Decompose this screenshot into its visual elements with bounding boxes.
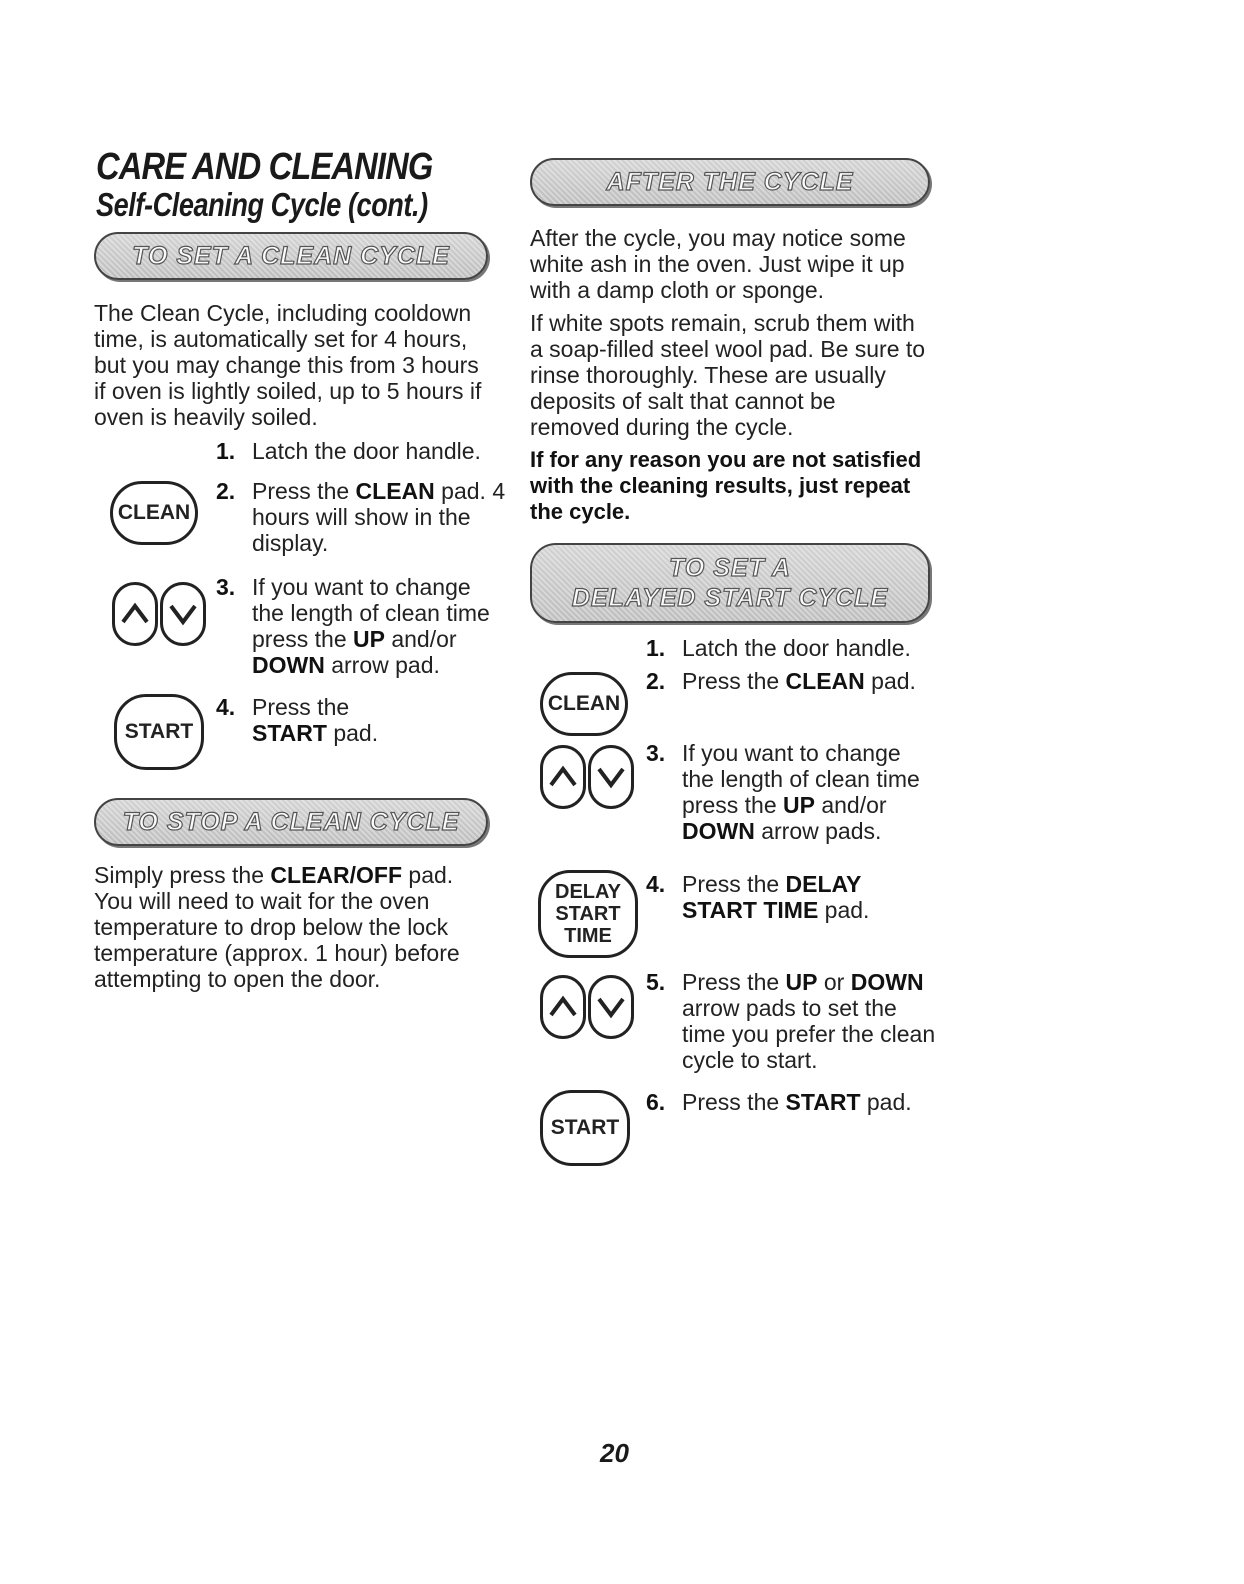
stop-clean-cycle-text [94, 862, 494, 992]
step-number: 2. [646, 668, 666, 694]
step-bold: START [252, 720, 327, 746]
after-cycle-paragraph-2: If white spots remain, scrub them with a soap-filled steel wool pad. Be sure to rinse thoroughly. These are usually deposits of salt that cannot be removed during the cycle. [530, 310, 926, 440]
step-text-cont: pad. [326, 720, 379, 746]
clean-pad-label: CLEAN [547, 692, 621, 715]
stop-text-post: pad. You will need to wait for the oven temperature to drop below the lock temperature (approx. 1 hour) before attempting to open the door. [94, 862, 460, 992]
step-text-end: arrow pads to set the time you prefer the clean cycle to start. [682, 995, 936, 1073]
up-arrow-icon [548, 765, 578, 789]
delayed-start-banner-line1: TO SET A [669, 554, 791, 582]
step-text-cont: pad. [860, 1089, 912, 1115]
clean-pad-label: CLEAN [117, 501, 191, 524]
step-text-cont: and/or [384, 626, 457, 652]
step-text-cont: pad. [864, 668, 916, 694]
up-arrow-icon [120, 602, 150, 626]
step-text: Press the [682, 871, 786, 897]
step-number: 3. [216, 574, 236, 600]
start-pad-icon [114, 694, 204, 770]
start-pad-label: START [124, 720, 194, 743]
delay-pad-label-3: TIME [564, 925, 612, 947]
step-text: Press the [252, 478, 356, 504]
clean-pad-icon [110, 481, 198, 545]
stop-clean-cycle-banner-label: TO STOP A CLEAN CYCLE [122, 808, 460, 836]
step-bold-2: DOWN [682, 818, 755, 844]
left-step-2 [216, 478, 506, 556]
step-bold: CLEAN [785, 668, 865, 694]
clean-pad-icon [540, 672, 628, 736]
down-arrow-icon [168, 602, 198, 626]
up-arrow-icon [548, 995, 578, 1019]
up-arrow-pad [540, 745, 586, 809]
left-step-3 [216, 574, 506, 678]
step-text-end: arrow pad. [324, 652, 440, 678]
step-bold: UP [785, 969, 818, 995]
after-cycle-banner [530, 158, 930, 206]
right-step-4 [646, 871, 886, 923]
delay-pad-label-1: DELAY [555, 881, 621, 903]
step-bold-2: DOWN [850, 969, 924, 995]
step-text: Press the [682, 1089, 786, 1115]
down-arrow-icon [596, 765, 626, 789]
up-arrow-pad [112, 582, 158, 646]
delayed-start-banner-line2: DELAYED START CYCLE [571, 584, 889, 612]
after-cycle-banner-label: AFTER THE CYCLE [606, 168, 854, 196]
stop-text-pre: Simply press the [94, 862, 271, 888]
step-text-cont: pad. [818, 897, 870, 923]
down-arrow-pad [588, 975, 634, 1039]
delay-pad-label-2: START [555, 903, 621, 925]
up-down-arrow-pads [112, 582, 206, 646]
right-step-2 [646, 668, 936, 694]
step-text: Press the [682, 668, 786, 694]
stop-text-bold: CLEAR/OFF [270, 862, 403, 888]
step-bold: UP [783, 792, 815, 818]
page-number: 20 [600, 1438, 629, 1468]
step-text: Press the [682, 969, 786, 995]
step-text-end: arrow pads. [754, 818, 882, 844]
set-clean-cycle-banner-label: TO SET A CLEAN CYCLE [132, 242, 450, 270]
down-arrow-icon [596, 995, 626, 1019]
step-number: 3. [646, 740, 666, 766]
step-number: 4. [646, 871, 666, 897]
step-text: If you want to change the length of clean time press the [252, 574, 490, 652]
right-step-3 [646, 740, 936, 844]
step-bold: START [785, 1089, 861, 1115]
left-step-1 [216, 438, 506, 464]
step-text: Latch the door handle. [252, 438, 481, 464]
step-bold: DELAY START TIME [682, 871, 861, 923]
step-number: 1. [216, 438, 236, 464]
step-bold-2: DOWN [252, 652, 325, 678]
step-text-cont: or [817, 969, 851, 995]
right-step-1 [646, 635, 936, 661]
right-step-6 [646, 1089, 936, 1115]
up-down-arrow-pads [540, 745, 634, 809]
step-number: 2. [216, 478, 236, 504]
start-pad-icon [540, 1090, 630, 1166]
delayed-start-banner [530, 543, 930, 623]
up-down-arrow-pads [540, 975, 634, 1039]
step-text: Press the [252, 694, 350, 720]
section-title: CARE AND CLEANING [96, 146, 433, 188]
step-number: 1. [646, 635, 666, 661]
delay-start-time-pad-icon [538, 870, 638, 958]
right-step-5 [646, 969, 936, 1073]
set-clean-cycle-banner [94, 232, 488, 280]
step-bold: UP [353, 626, 385, 652]
after-cycle-note: If for any reason you are not satisfied with the cleaning results, just repeat the cycle. [530, 447, 922, 524]
stop-clean-cycle-banner [94, 798, 488, 846]
after-cycle-paragraph-1: After the cycle, you may notice some white ash in the oven. Just wipe it up with a damp cloth or sponge. [530, 225, 906, 303]
step-text-cont: and/or [814, 792, 887, 818]
step-text-cont: pad. 4 hours will show in the display. [252, 478, 506, 556]
step-number: 5. [646, 969, 666, 995]
down-arrow-pad [588, 745, 634, 809]
up-arrow-pad [540, 975, 586, 1039]
step-number: 4. [216, 694, 236, 720]
section-subtitle: Self-Cleaning Cycle (cont.) [96, 186, 428, 223]
step-text: Latch the door handle. [682, 635, 911, 661]
step-number: 6. [646, 1089, 666, 1115]
step-bold: CLEAN [355, 478, 435, 504]
clean-cycle-intro: The Clean Cycle, including cooldown time, is automatically set for 4 hours, but you may change this from 3 hours if oven is lightly soiled, up to 5 hours if oven is heavily soiled. [94, 300, 482, 430]
left-step-4 [216, 694, 506, 746]
start-pad-label: START [550, 1116, 620, 1139]
step-text: If you want to change the length of clean time press the [682, 740, 920, 818]
down-arrow-pad [160, 582, 206, 646]
